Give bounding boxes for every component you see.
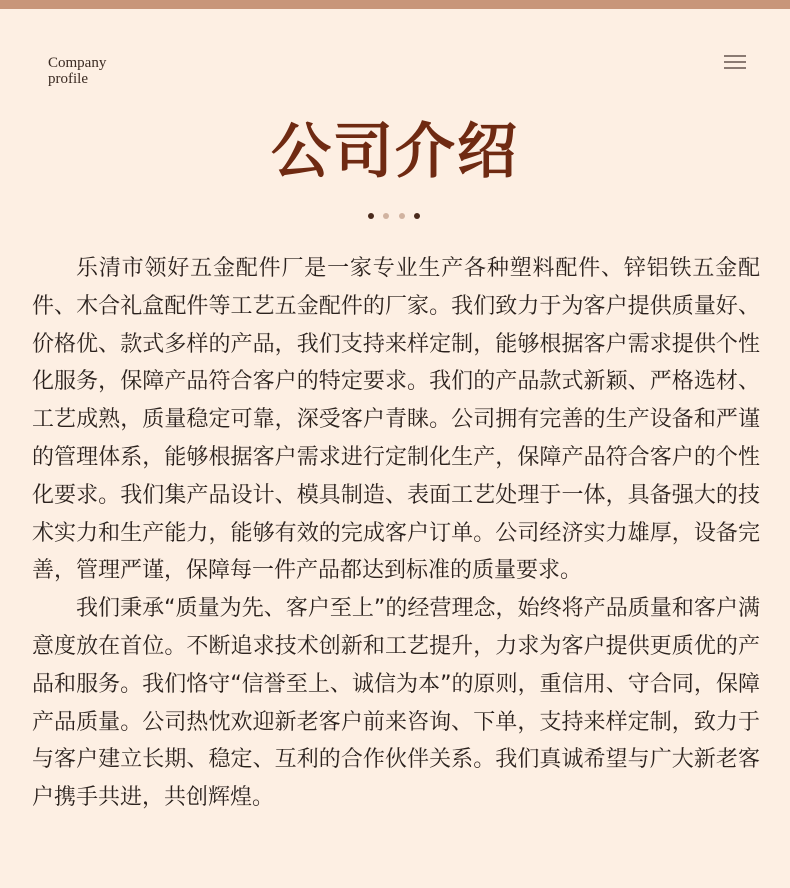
page-title: 公司介绍: [271, 117, 519, 187]
company-label-line1: Company: [48, 55, 107, 71]
divider-dot: [399, 213, 405, 219]
menu-bar-top: [724, 55, 746, 57]
hamburger-menu-icon[interactable]: [724, 53, 746, 71]
title-divider-dots: [368, 213, 424, 221]
divider-dot: [368, 213, 374, 219]
intro-paragraph-2: 我们秉承“质量为先、客户至上”的经营理念，始终将产品质量和客户满意度放在首位。不断追求技术创新和工艺提升，力求为客户提供更质优的产品和服务。我们恪守“信誉至上、诚信为本”的原则，重信用、守合同，保障产品质量。公司热忱欢迎新老客户前来咨询、下单，支持来样定制，致力于与客户建立长期、稳定、互利的合作伙伴关系。我们真诚希望与广大新老客户携手共进，共创辉煌。: [32, 596, 760, 811]
menu-bar-bottom: [724, 67, 746, 69]
company-intro-text: [32, 250, 760, 817]
top-accent-bar: [0, 0, 790, 9]
company-profile-label: [48, 55, 106, 87]
divider-dot: [414, 213, 420, 219]
company-label-line2: profile: [48, 71, 88, 87]
intro-paragraph-1: 乐清市领好五金配件厂是一家专业生产各种塑料配件、锌铝铁五金配件、木合礼盒配件等工艺五金配件的厂家。我们致力于为客户提供质量好、价格优、款式多样的产品，我们支持来样定制，能够根据客户需求提供个性化服务，保障产品符合客户的特定要求。我们的产品款式新颖、严格选材、工艺成熟，质量稳定可靠，深受客户青睐。公司拥有完善的生产设备和严谨的管理体系，能够根据客户需求进行定制化生产，保障产品符合客户的个性化要求。我们集产品设计、模具制造、表面工艺处理于一体，具备强大的技术实力和生产能力，能够有效的完成客户订单。公司经济实力雄厚，设备完善，管理严谨，保障每一件产品都达到标准的质量要求。: [32, 256, 760, 584]
divider-dot: [383, 213, 389, 219]
menu-bar-middle: [724, 61, 746, 63]
